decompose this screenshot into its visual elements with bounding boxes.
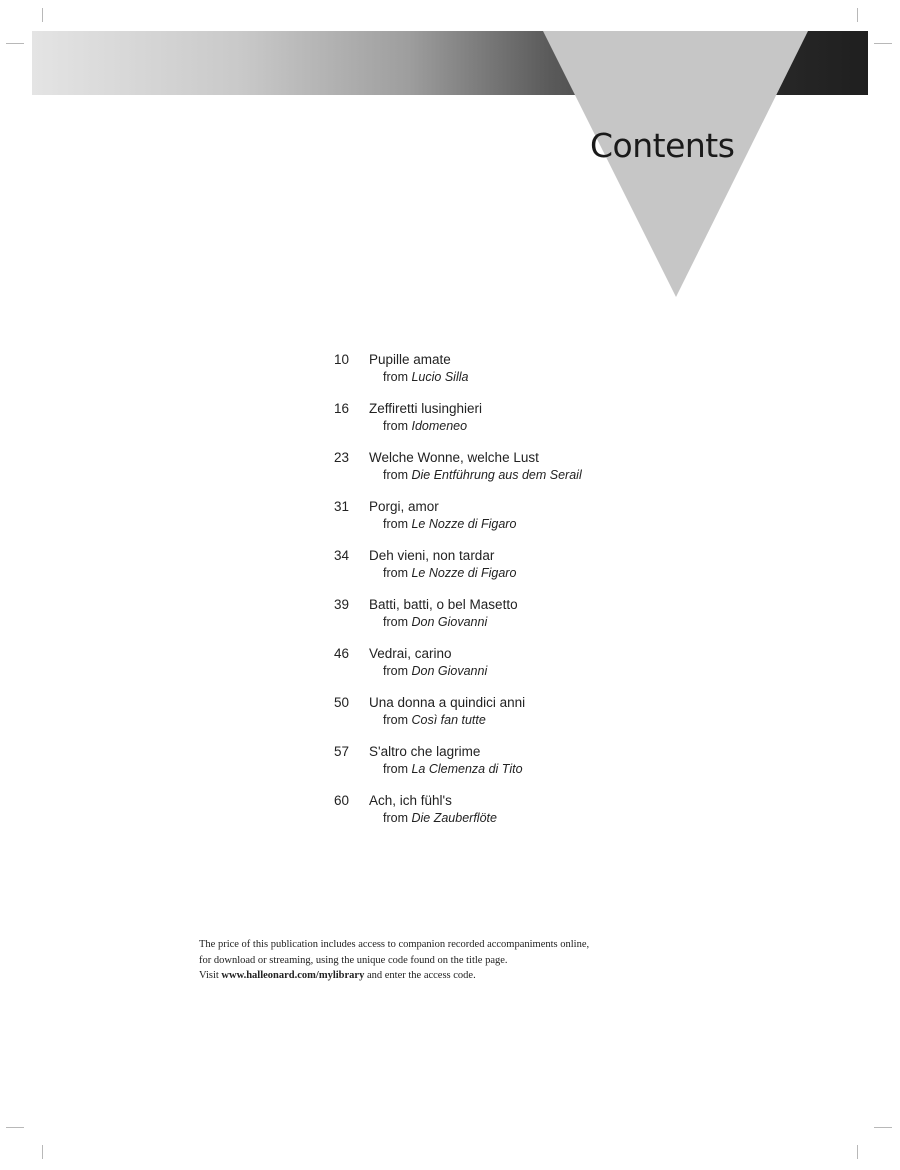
toc-from-label: from <box>383 713 408 727</box>
toc-aria-title: Una donna a quindici anni <box>369 695 526 710</box>
toc-source <box>383 419 467 433</box>
table-of-contents <box>334 352 694 842</box>
toc-source <box>383 566 516 580</box>
toc-from-label: from <box>383 762 408 776</box>
toc-aria-title: Batti, batti, o bel Masetto <box>369 597 518 612</box>
toc-entry[interactable] <box>334 352 694 401</box>
toc-page-number: 39 <box>334 597 350 612</box>
footer-line-2: for download or streaming, using the unique code found on the title page. <box>199 954 508 966</box>
toc-aria-title: Vedrai, carino <box>369 646 452 661</box>
header-triangle <box>0 0 900 300</box>
toc-from-label: from <box>383 566 408 580</box>
toc-entry[interactable] <box>334 793 694 842</box>
toc-page-number: 23 <box>334 450 350 465</box>
toc-page-number: 16 <box>334 401 350 416</box>
footer-line-3 <box>199 968 759 984</box>
crop-mark-bottom-left-h <box>6 1127 24 1128</box>
crop-mark-bottom-left <box>42 1145 43 1159</box>
toc-from-label: from <box>383 468 408 482</box>
toc-entry[interactable] <box>334 695 694 744</box>
toc-entry[interactable] <box>334 401 694 450</box>
toc-page-number: 31 <box>334 499 350 514</box>
footer-line-1: The price of this publication includes access to companion recorded accompaniments online, <box>199 939 590 950</box>
toc-source <box>383 468 582 482</box>
toc-work-title: Le Nozze di Figaro <box>411 517 517 531</box>
toc-work-title: Die Zauberflöte <box>411 811 497 825</box>
toc-page-number: 10 <box>334 352 350 367</box>
toc-source <box>383 713 486 727</box>
toc-page-number: 46 <box>334 646 350 661</box>
toc-page-number: 60 <box>334 793 350 808</box>
toc-source <box>383 615 487 629</box>
toc-aria-title: Ach, ich fühl's <box>369 793 452 808</box>
toc-entry[interactable] <box>334 744 694 793</box>
toc-from-label: from <box>383 615 408 629</box>
toc-entry[interactable] <box>334 548 694 597</box>
toc-from-label: from <box>383 370 408 384</box>
toc-work-title: Le Nozze di Figaro <box>411 566 517 580</box>
toc-source <box>383 370 468 384</box>
mylibrary-link[interactable]: www.halleonard.com/mylibrary <box>221 970 365 981</box>
toc-work-title: La Clemenza di Tito <box>411 762 523 776</box>
toc-aria-title: Deh vieni, non tardar <box>369 548 495 563</box>
toc-aria-title: Zeffiretti lusinghieri <box>369 401 483 416</box>
toc-work-title: Così fan tutte <box>411 713 486 727</box>
toc-work-title: Idomeneo <box>411 419 468 433</box>
toc-source <box>383 811 497 825</box>
footer-visit-label: Visit <box>199 970 219 981</box>
toc-aria-title: Welche Wonne, welche Lust <box>369 450 539 465</box>
toc-from-label: from <box>383 419 408 433</box>
toc-work-title: Lucio Silla <box>411 370 469 384</box>
toc-source <box>383 664 487 678</box>
toc-source <box>383 517 516 531</box>
crop-mark-bottom-right-h <box>874 1127 892 1128</box>
toc-aria-title: Porgi, amor <box>369 499 439 514</box>
footer-note <box>199 937 759 984</box>
toc-entry[interactable] <box>334 646 694 695</box>
toc-page-number: 57 <box>334 744 350 759</box>
toc-page-number: 34 <box>334 548 350 563</box>
toc-from-label: from <box>383 811 408 825</box>
toc-entry[interactable] <box>334 450 694 499</box>
toc-work-title: Don Giovanni <box>411 664 488 678</box>
toc-entry[interactable] <box>334 499 694 548</box>
toc-aria-title: Pupille amate <box>369 352 451 367</box>
toc-aria-title: S'altro che lagrime <box>369 744 481 759</box>
toc-work-title: Don Giovanni <box>411 615 488 629</box>
crop-mark-bottom-right <box>857 1145 858 1159</box>
toc-entry[interactable] <box>334 597 694 646</box>
toc-from-label: from <box>383 664 408 678</box>
page-title: Contents <box>590 126 735 165</box>
toc-work-title: Die Entführung aus dem Serail <box>411 468 582 482</box>
toc-source <box>383 762 523 776</box>
toc-page-number: 50 <box>334 695 350 710</box>
toc-from-label: from <box>383 517 408 531</box>
footer-access-text: and enter the access code. <box>366 970 476 981</box>
